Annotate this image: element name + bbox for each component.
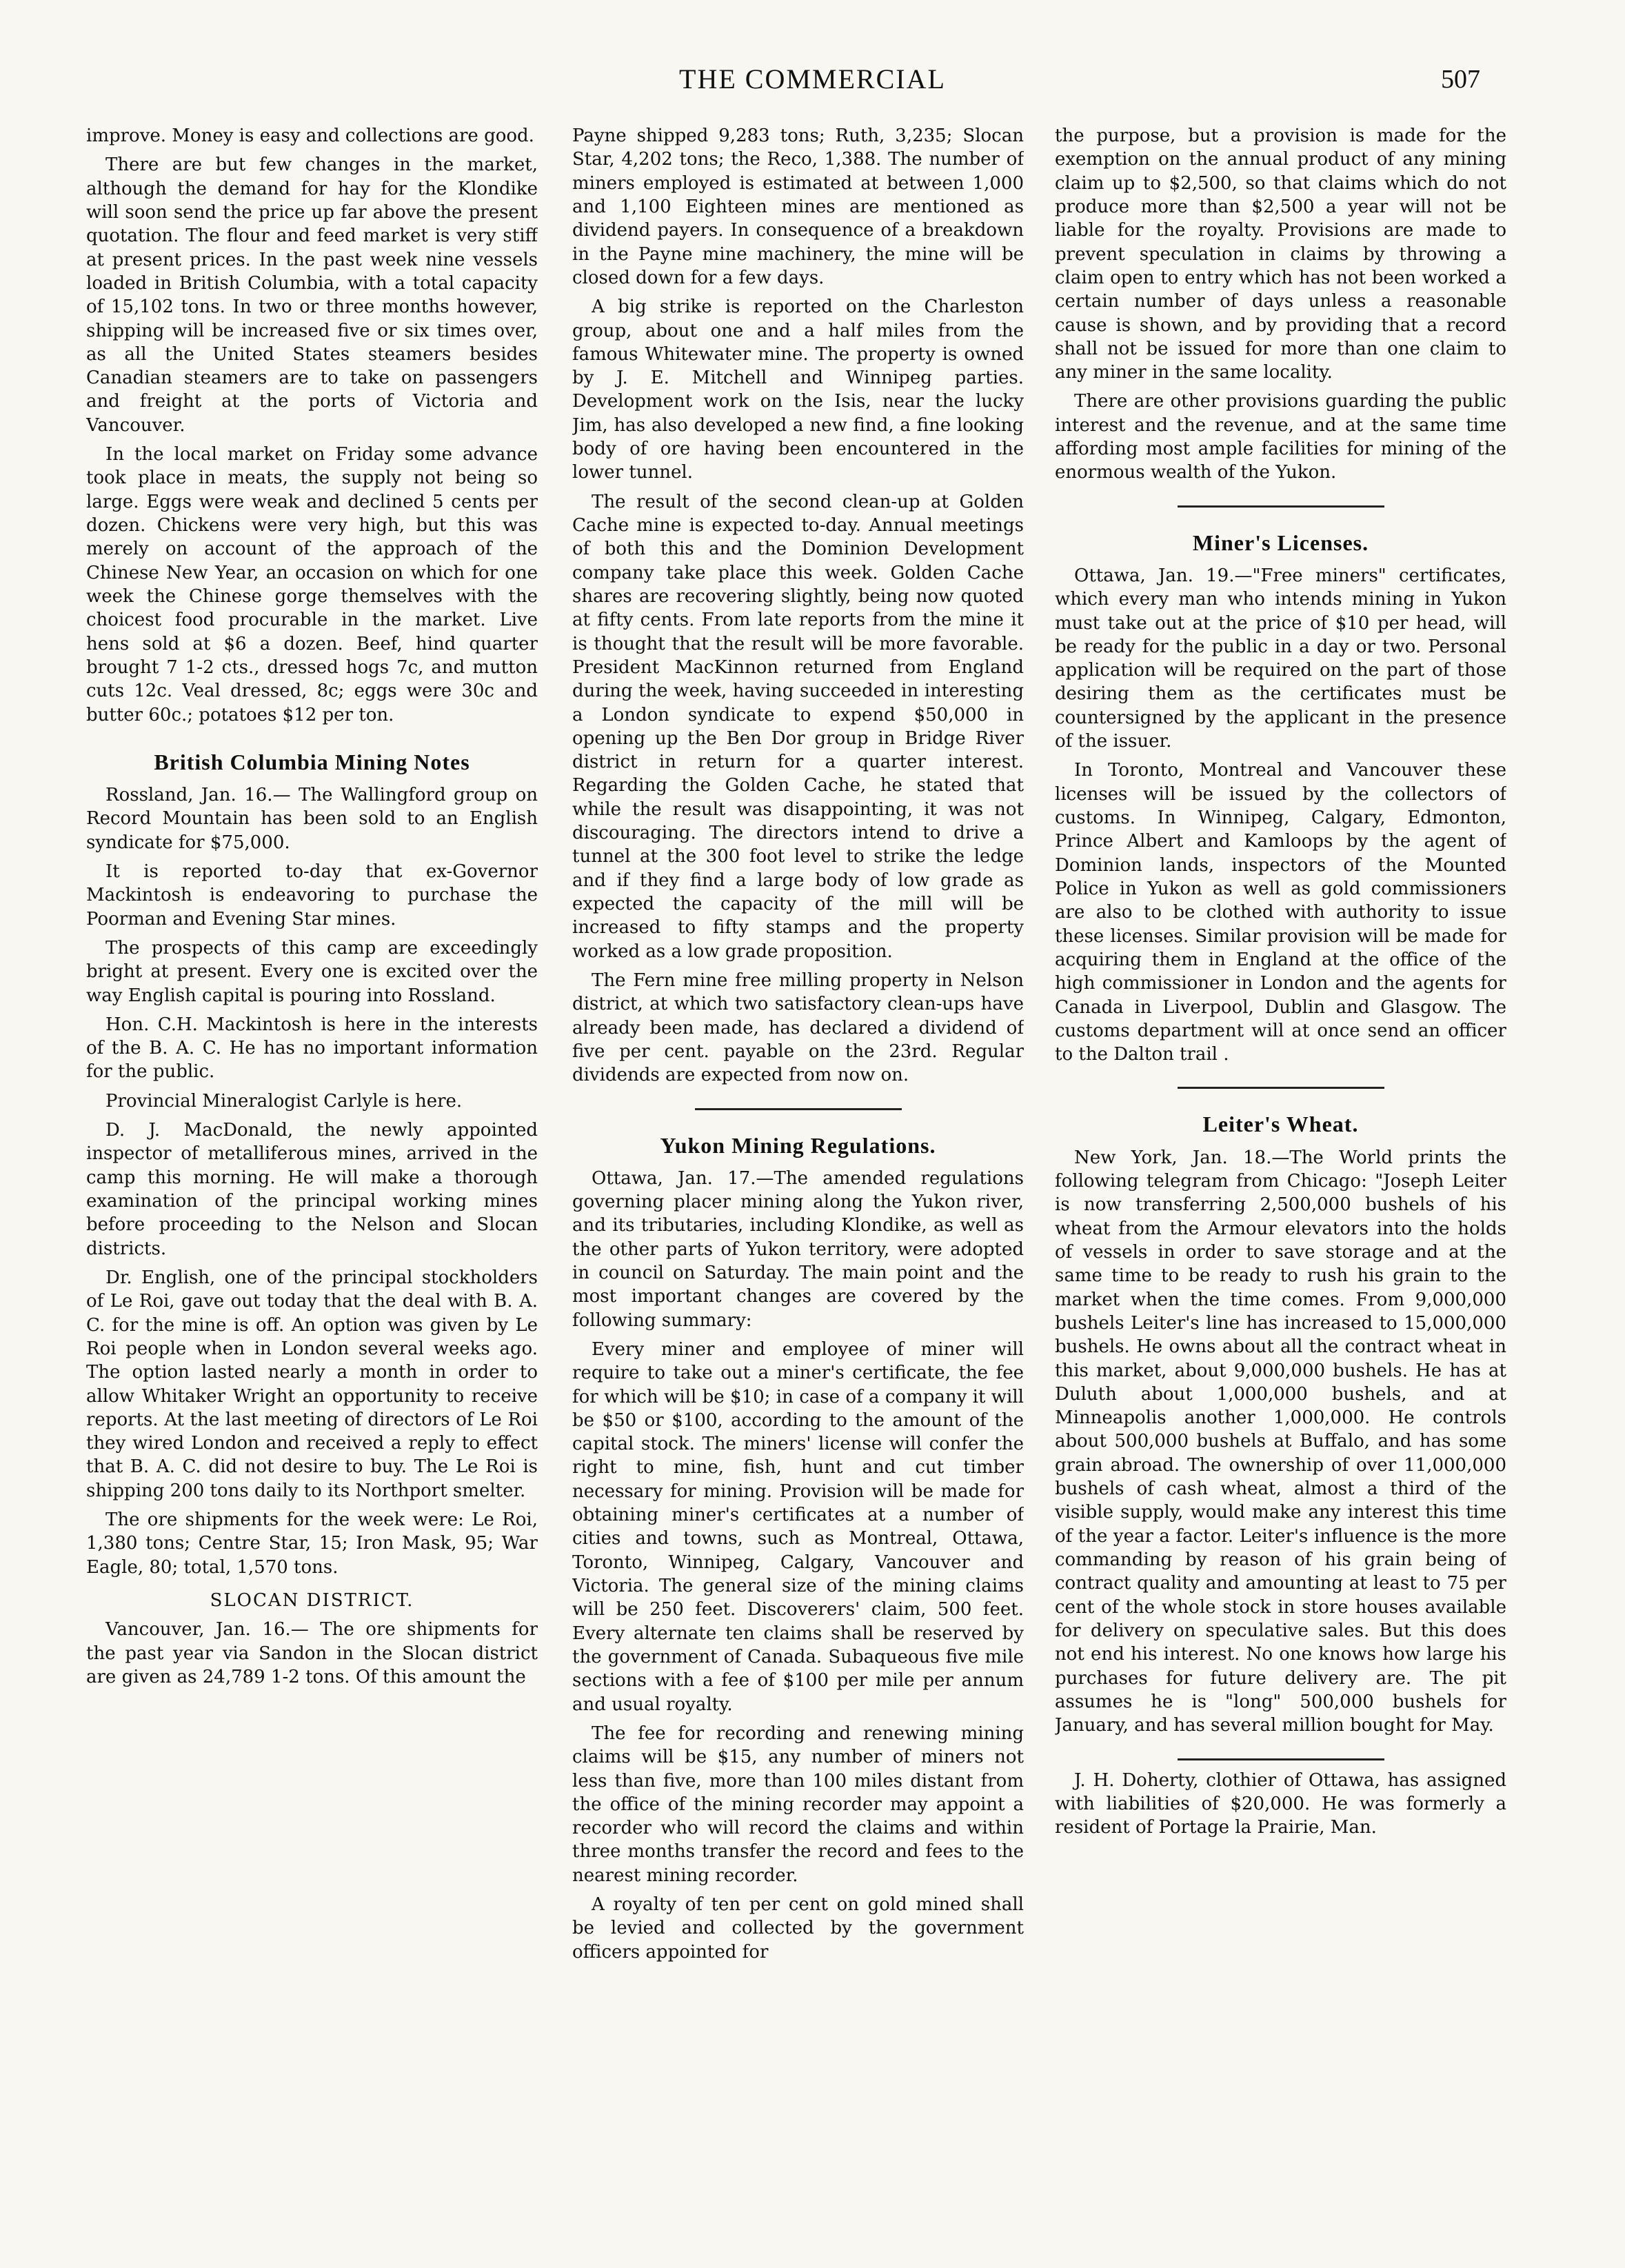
section-heading: British Columbia Mining Notes xyxy=(154,749,470,774)
paragraph: Every miner and employee of miner will require to take out a miner's certificate, the fee for which will be $10; in case of a company it will be $50 or $100, according to the amount of the capital stock. The miners' license will confer the right to mine, fish, hunt and cut timber necessary for mining. Provision will be made for obtaining miner's certificates at a number of cities and towns, such as Montreal, Ottawa, Toronto, Winnipeg, Calgary, Vancouver and Victoria. The general size of the mining claims will be 250 feet. Discoverers' claim, 500 feet. Every alternate ten claims shall be reserved by the government of Canada. Subaqueous five mile sections with a fee of $100 per mile per annum and usual royalty. xyxy=(572,1338,1024,1715)
paragraph: The prospects of this camp are exceedingly bright at present. Every one is excited over the way English capital is pouring into Rossland. xyxy=(86,937,538,1006)
column-3 xyxy=(1055,124,1506,2234)
column-2 xyxy=(572,124,1024,2234)
paragraph: There are but few changes in the market, although the demand for hay for the Klondike will soon send the price up far above the present quotation. The flour and feed market is very stiff at present prices. In the past week nine vessels loaded in British Columbia, with a total capacity of 15,102 tons. In two or three months however, shipping will be increased five or six times over, as all the United States steamers besides Canadian steamers are to take on passengers and freight at the ports of Victoria and Vancouver. xyxy=(86,154,538,436)
paragraph: The result of the second clean-up at Golden Cache mine is expected to-day. Annual meetings of both this and the Dominion Development company take place this week. Golden Cache shares are recovering slightly, being now quoted at fifty cents. From late reports from the mine it is thought that the result will be more favorable. President MacKinnon returned from England during the week, having succeeded in interesting a London syndicate to expend $50,000 in opening up the Ben Dor group in Bridge River district in return for a quarter interest. Regarding the Golden Cache, he stated that while the result was disappointing, it was not discouraging. The directors intend to drive a tunnel at the 300 foot level to strike the ledge and if they find a large body of low grade as expected the capacity of the mill will be increased to fifty stamps and the property worked as a low grade proposition. xyxy=(572,491,1024,962)
paragraph: J. H. Doherty, clothier of Ottawa, has assigned with liabilities of $20,000. He was formerly a resident of Portage la Prairie, Man. xyxy=(1055,1769,1506,1838)
paragraph: In the local market on Friday some advance took place in meats, the supply not being so large. Eggs were weak and declined 5 cents per dozen. Chickens were very high, but this was merely on account of the approach of the Chinese New Year, an occasion on which for one week the Chinese gorge themselves with the choicest food procurable in the market. Live hens sold at $6 a dozen. Beef, hind quarter brought 7 1-2 cts., dressed hogs 7c, and mutton cuts 12c. Veal dressed, 8c; eggs were 30c and butter 60c.; potatoes $12 per ton. xyxy=(86,444,538,725)
paragraph: It is reported to-day that ex-Governor Mackintosh is endeavoring to purchase the Poorman and Evening Star mines. xyxy=(86,861,538,930)
paragraph: improve. Money is easy and collections are good. xyxy=(86,126,534,146)
section-heading: Leiter's Wheat. xyxy=(1202,1112,1359,1137)
paragraph: The fee for recording and renewing mining claims will be $15, any number of miners not less than five, more than 100 miles distant from the office of the mining recorder may appoint a recorder who will record the claims and within three months transfer the record and fees to the nearest mining recorder. xyxy=(572,1723,1024,1886)
paragraph: D. J. MacDonald, the newly appointed inspector of metalliferous mines, arrived in the camp this morning. He will make a thorough examination of the principal working mines before proceeding to the Nelson and Slocan districts. xyxy=(86,1120,538,1259)
paragraph: New York, Jan. 18.—The World prints the following telegram from Chicago: "Joseph Leiter is now transferring 2,500,000 bushels of his wheat from the Armour elevators into the holds of vessels in order to save storage and at the same time to be ready to rush his grain to the market when the time comes. From 9,000,000 bushels Leiter's line has increased to 15,000,000 bushels. He owns about all the contract wheat in this market, about 9,000,000 bushels. He has at Duluth about 1,000,000 bushels, and at Minneapolis another 1,000,000. He controls about 500,000 bushels at Buffalo, and has some grain abroad. The ownership of over 11,000,000 bushels of cash wheat, almost a third of the visible supply, would make any interest this time of the year a factor. Leiter's influence is the more commanding by reason of his grain being of contract quality and amounting at least to 75 per cent of the whole stock in store houses available for delivery on speculative sales. But this does not end his interest. No one knows how large his purchases for future delivery are. The pit assumes he is "long" 500,000 bushels for January, and has several million bought for May. xyxy=(1055,1147,1506,1736)
paragraph: Ottawa, Jan. 17.—The amended regulations governing placer mining along the Yukon river, and its tributaries, including Klondike, as well as the other parts of Yukon territory, were adopted in council on Saturday. The main point and the most important changes are covered by the following summary: xyxy=(572,1167,1024,1331)
page-number: 507 xyxy=(1441,65,1480,94)
divider xyxy=(1178,1087,1384,1089)
paragraph: There are other provisions guarding the public interest and the revenue, and at the same time affording most ample facilities for mining of the enormous wealth of the Yukon. xyxy=(1055,391,1506,483)
divider xyxy=(1178,1758,1384,1760)
paragraph: In Toronto, Montreal and Vancouver these licenses will be issued by the collectors of customs. In Winnipeg, Calgary, Edmonton, Prince Albert and Kamloops by the agent of Dominion lands, inspectors of the Mounted Police in Yukon as well as gold commissioners are also to be clothed with authority to issue these licenses. Similar provision will be made for acquiring them in England at the office of the high commissioner in London and the agents for Canada in Liverpool, Dublin and Glasgow. The customs department will at once send an officer to the Dalton trail . xyxy=(1055,760,1506,1065)
page-title: THE COMMERCIAL xyxy=(679,63,946,94)
column-1 xyxy=(86,124,538,2234)
section-heading: Miner's Licenses. xyxy=(1192,530,1369,555)
paragraph: The ore shipments for the week were: Le Roi, 1,380 tons; Centre Star, 15; Iron Mask, 95; War Eagle, 80; total, 1,570 tons. xyxy=(86,1509,538,1578)
section-heading: Yukon Mining Regulations. xyxy=(660,1132,936,1158)
divider xyxy=(1178,505,1384,508)
paragraph: Ottawa, Jan. 19.—"Free miners" certificates, which every man who intends mining in Yukon must take out at the price of $10 per head, will be ready for the public in a day or two. Personal application will be required on the part of those desiring them as the certificates must be countersigned by the applicant in the presence of the issuer. xyxy=(1055,565,1506,752)
paragraph: Hon. C.H. Mackintosh is here in the interests of the B. A. C. He has no important information for the public. xyxy=(86,1014,538,1083)
paragraph: Vancouver, Jan. 16.— The ore shipments for the past year via Sandon in the Slocan district are given as 24,789 1-2 tons. Of this amount the xyxy=(86,1619,538,1687)
paragraph: The Fern mine free milling property in Nelson district, at which two satisfactory clean-ups have already been made, has declared a dividend of five per cent. payable on the 23rd. Regular dividends are expected from now on. xyxy=(572,970,1024,1086)
paragraph: the purpose, but a provision is made for the exemption on the annual product of any mining claim up to $2,500, so that claims which do not produce more than $2,500 a year will not be liable for the royalty. Provisions are made to prevent speculation in claims by throwing a claim open to entry which has not been worked a certain number of days unless a reasonable cause is shown, and by providing that a record shall not be issued for more than one claim to any miner in the same locality. xyxy=(1055,126,1506,383)
paragraph: Dr. English, one of the principal stockholders of Le Roi, gave out today that the deal with B. A. C. for the mine is off. An option was given by Le Roi people when in London several weeks ago. The option lasted nearly a month in order to allow Whitaker Wright an opportunity to receive reports. At the last meeting of directors of Le Roi they wired London and received a reply to effect that B. A. C. did not desire to buy. The Le Roi is shipping 200 tons daily to its Northport smelter. xyxy=(86,1267,538,1501)
divider xyxy=(695,1108,902,1110)
subheading: SLOCAN DISTRICT. xyxy=(210,1590,414,1612)
paragraph: Payne shipped 9,283 tons; Ruth, 3,235; Slocan Star, 4,202 tons; the Reco, 1,388. The number of miners employed is estimated at between 1,000 and 1,100 Eighteen mines are mentioned as dividend payers. In consequence of a breakdown in the Payne mine machinery, the mine will be closed down for a few days. xyxy=(572,126,1024,288)
paragraph: Provincial Mineralogist Carlyle is here. xyxy=(105,1090,463,1112)
paragraph: Rossland, Jan. 16.— The Wallingford group on Record Mountain has been sold to an English syndicate for $75,000. xyxy=(86,785,538,853)
paragraph: A big strike is reported on the Charleston group, about one and a half miles from the famous Whitewater mine. The property is owned by J. E. Mitchell and Winnipeg parties. Development work on the Isis, near the lucky Jim, has also developed a new find, a fine looking body of ore having been encountered in the lower tunnel. xyxy=(572,297,1024,483)
paragraph: A royalty of ten per cent on gold mined shall be levied and collected by the government officers appointed for xyxy=(572,1894,1024,1963)
